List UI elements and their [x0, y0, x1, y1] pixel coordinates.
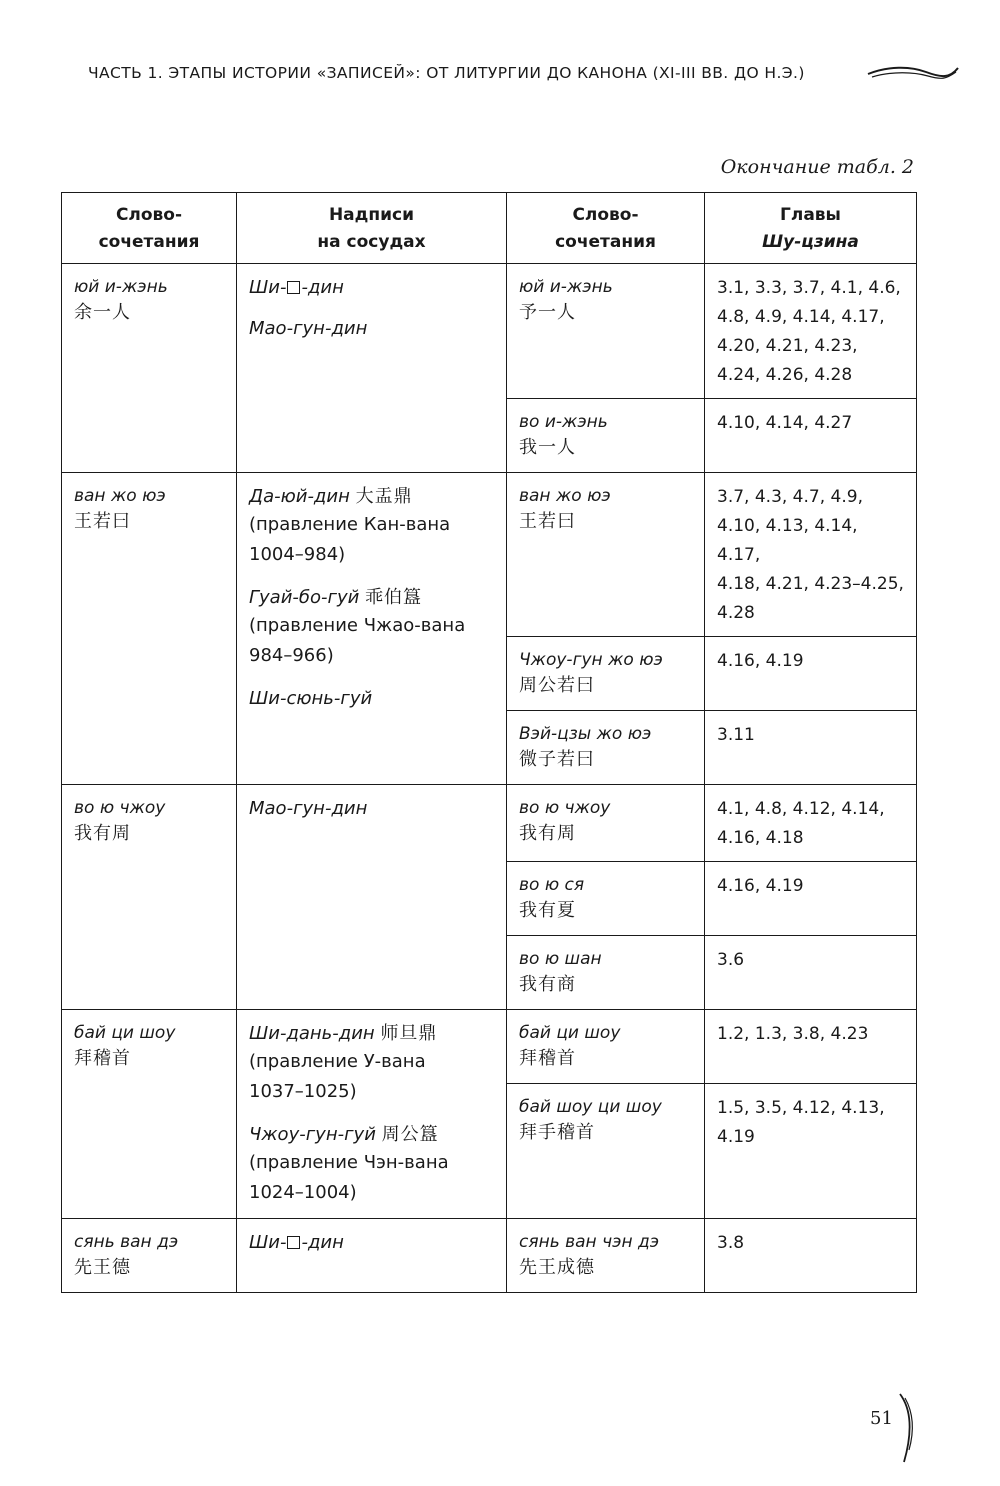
- header-phrases-right: Слово- сочетания: [507, 193, 705, 264]
- text-phrase-cell: юй и-жэнь 予一人: [507, 264, 705, 399]
- text-phrase-cell: Чжоу-гун жо юэ 周公若曰: [507, 637, 705, 711]
- text-phrase-cell: ван жо юэ 王若曰: [507, 473, 705, 637]
- inscriptions-cell: Да-юй-дин 大盂鼎 (правление Кан-вана 1004–984) Гуай-бо-гуй 乖伯簋 (правление Чжао-вана 984–966) Ши-сюнь-гуй: [237, 473, 507, 785]
- page-number-bracket-ornament: [896, 1392, 918, 1464]
- header-phrases-left: Слово- сочетания: [62, 193, 237, 264]
- text-phrase-cell: бай шоу ци шоу 拜手稽首: [507, 1084, 705, 1219]
- inscriptions-cell: Ши-дань-дин 师旦鼎 (правление У-вана 1037–1025) Чжоу-гун-гуй 周公簋 (правление Чэн-вана 1024–1004): [237, 1010, 507, 1219]
- table-row: [62, 785, 917, 862]
- chapters-cell: 3.11: [705, 711, 917, 785]
- header-shujing-chapters: Главы Шу-цзина: [705, 193, 917, 264]
- text-phrase-cell: Вэй-цзы жо юэ 微子若曰: [507, 711, 705, 785]
- phrase-cell: ван жо юэ 王若曰: [62, 473, 237, 785]
- running-head: ЧАСТЬ 1. ЭТАПЫ ИСТОРИИ «ЗАПИСЕЙ»: ОТ ЛИТУРГИИ ДО КАНОНА (XI-III ВВ. ДО Н.Э.): [88, 64, 805, 82]
- text-phrase-cell: во ю ся 我有夏: [507, 862, 705, 936]
- inscriptions-cell: Ши- -дин: [237, 1219, 507, 1293]
- chapters-cell: 1.2, 1.3, 3.8, 4.23: [705, 1010, 917, 1084]
- missing-character-box-icon: [287, 1236, 300, 1249]
- text-phrase-cell: во ю шан 我有商: [507, 936, 705, 1010]
- table-row: [62, 264, 917, 399]
- text-phrase-cell: сянь ван чэн дэ 先王成德: [507, 1219, 705, 1293]
- table-header-row: [62, 193, 917, 264]
- text-phrase-cell: бай ци шоу 拜稽首: [507, 1010, 705, 1084]
- running-head-swash-ornament: [866, 62, 962, 86]
- chapters-cell: 1.5, 3.5, 4.12, 4.13, 4.19: [705, 1084, 917, 1219]
- phrase-cell: юй и-жэнь 余一人: [62, 264, 237, 473]
- inscriptions-cell: Мао-гун-дин: [237, 785, 507, 1010]
- page-number: 51: [870, 1408, 893, 1429]
- header-vessel-inscriptions: Надписи на сосудах: [237, 193, 507, 264]
- table-row: [62, 1219, 917, 1293]
- comparison-table: [61, 192, 917, 1293]
- chapters-cell: 4.1, 4.8, 4.12, 4.14, 4.16, 4.18: [705, 785, 917, 862]
- phrase-cell: сянь ван дэ 先王德: [62, 1219, 237, 1293]
- table-row: [62, 473, 917, 637]
- chapters-cell: 3.6: [705, 936, 917, 1010]
- phrase-cell: во ю чжоу 我有周: [62, 785, 237, 1010]
- inscriptions-cell: Ши- -дин Мао-гун-дин: [237, 264, 507, 473]
- chapters-cell: 3.7, 4.3, 4.7, 4.9, 4.10, 4.13, 4.14, 4.17, 4.18, 4.21, 4.23–4.25, 4.28: [705, 473, 917, 637]
- missing-character-box-icon: [287, 281, 300, 294]
- text-phrase-cell: во и-жэнь 我一人: [507, 399, 705, 473]
- table-row: [62, 1010, 917, 1084]
- chapters-cell: 4.16, 4.19: [705, 637, 917, 711]
- phrase-cell: бай ци шоу 拜稽首: [62, 1010, 237, 1219]
- text-phrase-cell: во ю чжоу 我有周: [507, 785, 705, 862]
- chapters-cell: 3.8: [705, 1219, 917, 1293]
- chapters-cell: 4.10, 4.14, 4.27: [705, 399, 917, 473]
- chapters-cell: 4.16, 4.19: [705, 862, 917, 936]
- chapters-cell: 3.1, 3.3, 3.7, 4.1, 4.6, 4.8, 4.9, 4.14, 4.17, 4.20, 4.21, 4.23, 4.24, 4.26, 4.28: [705, 264, 917, 399]
- table-caption: Окончание табл. 2: [720, 156, 914, 178]
